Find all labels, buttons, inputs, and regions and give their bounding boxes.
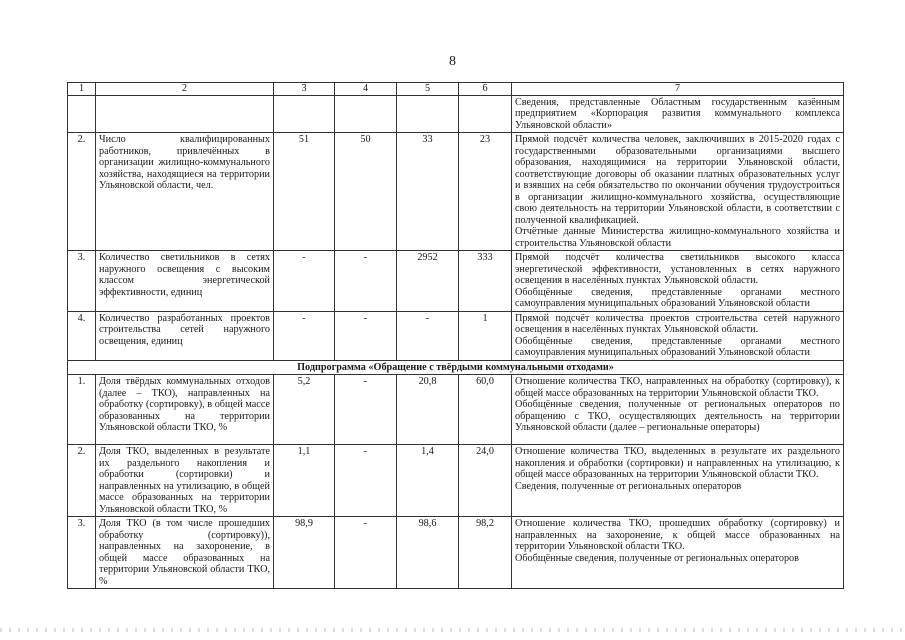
value-cell: 333 [459, 251, 512, 312]
value-cell: 1,1 [274, 445, 335, 517]
note-source: Обобщённые сведения, полученные от региональных операторов по обращению с ТКО, осуществляющих деятельность на территории Ульяновской области (далее – региональные операторы) [515, 399, 840, 433]
value-cell: 20,8 [397, 375, 459, 445]
value-cell [459, 95, 512, 133]
indicator-name: Количество разработанных проектов строительства сетей наружного освещения, единиц [96, 311, 274, 360]
note-source: Обобщённые сведения, представленные органами местного самоуправления муниципальных образований Ульяновской области [515, 335, 840, 358]
row-number [68, 95, 96, 133]
value-cell [274, 95, 335, 133]
value-cell: 98,6 [397, 517, 459, 589]
note-method: Отношение количества ТКО, выделенных в результате их раздельного накопления и обработки (сортировки) и направленных на утилизацию, к общей массе образованных на территории Ульяновской области ТКО. [515, 446, 840, 480]
scan-noise [0, 628, 905, 632]
value-cell: 2952 [397, 251, 459, 312]
table-row [68, 517, 844, 589]
value-cell: - [335, 311, 397, 360]
value-cell: 24,0 [459, 445, 512, 517]
header-cell: 3 [274, 83, 335, 96]
note-source: Обобщённые сведения, представленные органами местного самоуправления муниципальных образований Ульяновской области [515, 286, 840, 309]
note-method: Отношение количества ТКО, направленных на обработку (сортировку), к общей массе образованных на территории Ульяновской области ТКО. [515, 376, 840, 399]
calculation-note [512, 375, 844, 445]
indicator-name: Количество светильников в сетях наружного освещения с высоким классом энергетической эффективности, единиц [96, 251, 274, 312]
calculation-note [512, 311, 844, 360]
value-cell: 23 [459, 133, 512, 251]
note-source: Отчётные данные Министерства жилищно-коммунального хозяйства и строительства Ульяновской области [515, 226, 840, 249]
row-number: 4. [68, 311, 96, 360]
note-method: Прямой подсчёт количества человек, заключивших в 2015-2020 годах с государственными образовательными организациями высшего образования, находящимися на территории Ульяновской области, соответствующие договоры об оказании платных образовательных услуг и взявших на себя обязательство по окончании обучения трудоустроиться в организации жилищно-коммунального хозяйства, осуществляющие свою деятельность на территории Ульяновской области, в соответствии с полученной квалификацией. [515, 134, 840, 226]
subprogram-row [68, 360, 844, 375]
row-number: 2. [68, 133, 96, 251]
value-cell: 60,0 [459, 375, 512, 445]
table-row [68, 133, 844, 251]
value-cell: 98,2 [459, 517, 512, 589]
header-cell: 1 [68, 83, 96, 96]
note-method: Прямой подсчёт количества светильников высокого класса энергетической эффективности, установленных в сетях наружного освещения в населённых пунктах Ульяновской области. [515, 252, 840, 286]
value-cell [397, 95, 459, 133]
indicator-name: Доля ТКО (в том числе прошедших обработку (сортировку)), направленных на захоронение, в общей массе образованных на территории Ульяновской области ТКО, % [96, 517, 274, 589]
value-cell: - [335, 517, 397, 589]
row-number: 1. [68, 375, 96, 445]
value-cell: 5,2 [274, 375, 335, 445]
calculation-note [512, 133, 844, 251]
table-row [68, 95, 844, 133]
indicator-name [96, 95, 274, 133]
value-cell: 33 [397, 133, 459, 251]
value-cell: 51 [274, 133, 335, 251]
row-number: 2. [68, 445, 96, 517]
value-cell: 50 [335, 133, 397, 251]
value-cell: 98,9 [274, 517, 335, 589]
subprogram-title: Подпрограмма «Обращение с твёрдыми коммунальными отходами» [68, 360, 844, 375]
table-row [68, 445, 844, 517]
calculation-note [512, 445, 844, 517]
note-method: Отношение количества ТКО, прошедших обработку (сортировку) и направленных на захоронение, к общей массе образованных на территории Ульяновской области ТКО. [515, 518, 840, 552]
value-cell: - [397, 311, 459, 360]
indicator-name: Доля твёрдых коммунальных отходов (далее – ТКО), направленных на обработку (сортировку), в общей массе образованных на территории Ульяновской области ТКО, % [96, 375, 274, 445]
header-cell: 7 [512, 83, 844, 96]
indicator-name: Доля ТКО, выделенных в результате их раздельного накопления и обработки (сортировки) и направленных на утилизацию, в общей массе образованных на территории Ульяновской области ТКО, % [96, 445, 274, 517]
header-cell: 6 [459, 83, 512, 96]
value-cell: 1,4 [397, 445, 459, 517]
indicators-table [67, 82, 844, 589]
note-method: Прямой подсчёт количества проектов строительства сетей наружного освещения в населённых пунктах Ульяновской области. [515, 312, 840, 335]
header-cell: 4 [335, 83, 397, 96]
value-cell: - [335, 251, 397, 312]
calculation-note: Сведения, представленные Областным государственным казённым предприятием «Корпорация развития коммунального комплекса Ульяновской области» [512, 95, 844, 133]
row-number: 3. [68, 251, 96, 312]
value-cell: - [335, 445, 397, 517]
table-header-row [68, 83, 844, 96]
header-cell: 2 [96, 83, 274, 96]
value-cell: 1 [459, 311, 512, 360]
calculation-note [512, 517, 844, 589]
row-number: 3. [68, 517, 96, 589]
value-cell: - [335, 375, 397, 445]
header-cell: 5 [397, 83, 459, 96]
table-row [68, 251, 844, 312]
value-cell: - [274, 311, 335, 360]
indicator-name: Число квалифицированных работников, привлечённых в организации жилищно-коммунального хозяйства, находящиеся на территории Ульяновской области, чел. [96, 133, 274, 251]
table-row [68, 311, 844, 360]
calculation-note [512, 251, 844, 312]
note-source: Сведения, полученные от региональных операторов [515, 480, 742, 492]
note-source: Обобщённые сведения, полученные от региональных операторов [515, 552, 799, 564]
table-row [68, 375, 844, 445]
value-cell [335, 95, 397, 133]
value-cell: - [274, 251, 335, 312]
page-number: 8 [449, 54, 456, 69]
